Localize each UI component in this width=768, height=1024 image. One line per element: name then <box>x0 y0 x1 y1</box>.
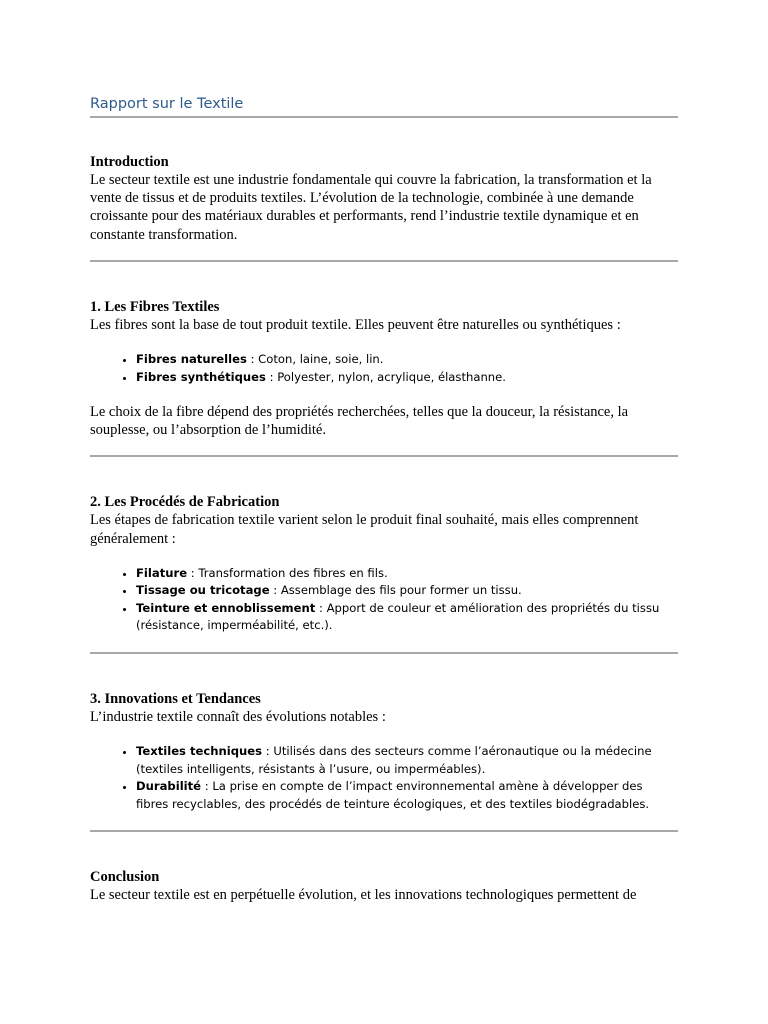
list-item-text: : Apport de couleur et amélioration des propriétés du tissu (résistance, imperméabilité, etc.). <box>136 600 660 633</box>
document-title: Rapport sur le Textile <box>90 96 244 112</box>
section-heading: Introduction <box>90 154 169 170</box>
list-item <box>136 600 678 635</box>
section-paragraph: L’industrie textile connaît des évolutions notables : <box>90 708 386 725</box>
section-heading: 2. Les Procédés de Fabrication <box>90 494 280 511</box>
list-item-text: : Polyester, nylon, acrylique, élasthanne. <box>265 369 506 384</box>
list-item-text: : Coton, laine, soie, lin. <box>246 352 384 367</box>
bullet-list <box>90 565 678 635</box>
section-divider <box>90 455 678 457</box>
section-paragraph: Le secteur textile est une industrie fondamentale qui couvre la fabrication, la transformation et la vente de tissus et de produits textiles. L’évolution de la technologie, combinée à une demande croissante pour des matériaux durables et performants, rend l’industrie textile dynamique et en constante transformation. <box>90 172 652 243</box>
section-conclusion <box>90 868 678 904</box>
document-body <box>90 93 678 904</box>
list-item-text: : Transformation des fibres en fils. <box>187 565 388 580</box>
list-item-text: : Utilisés dans des secteurs comme l’aéronautique ou la médecine (textiles intelligents, résistants à l’usure, ou imperméables). <box>136 744 652 776</box>
list-item-label: Filature <box>136 565 188 580</box>
section-paragraph: Les étapes de fabrication textile varient selon le produit final souhaité, mais elles comprennent généralement : <box>90 512 639 547</box>
section-divider <box>90 260 678 262</box>
list-item <box>136 778 678 813</box>
list-item-label: Teinture et ennoblissement <box>136 600 316 615</box>
list-item <box>136 582 678 600</box>
section-innovations <box>90 690 678 832</box>
section-divider <box>90 830 678 832</box>
list-item <box>136 351 678 369</box>
section-divider <box>90 652 678 654</box>
list-item <box>136 369 678 387</box>
section-heading: 1. Les Fibres Textiles <box>90 298 220 315</box>
list-item <box>136 743 678 778</box>
section-heading: Conclusion <box>90 869 160 886</box>
list-item-label: Fibres naturelles <box>136 352 247 367</box>
section-paragraph: Les fibres sont la base de tout produit textile. Elles peuvent être naturelles ou synthétiques : <box>90 316 621 333</box>
title-divider <box>90 116 678 118</box>
list-item <box>136 565 678 583</box>
section-heading: 3. Innovations et Tendances <box>90 690 261 707</box>
list-item-text: : La prise en compte de l’impact environnemental amène à développer des fibres recyclables, des procédés de teinture écologiques, et des textiles biodégradables. <box>136 779 650 811</box>
section-introduction <box>90 153 678 262</box>
section-procedes <box>90 493 678 653</box>
bullet-list <box>90 351 678 386</box>
list-item-label: Tissage ou tricotage <box>136 583 270 598</box>
list-item-label: Fibres synthétiques <box>136 369 266 384</box>
list-item-text: : Assemblage des fils pour former un tissu. <box>269 583 522 598</box>
section-paragraph: Le choix de la fibre dépend des propriétés recherchées, telles que la douceur, la résistance, la souplesse, ou l’absorption de l’humidité. <box>90 404 629 439</box>
list-item-label: Textiles techniques <box>136 744 263 759</box>
section-paragraph: Le secteur textile est en perpétuelle évolution, et les innovations technologiques permettent de <box>90 887 637 904</box>
list-item-label: Durabilité <box>136 779 202 794</box>
bullet-list <box>90 743 678 813</box>
section-fibres <box>90 298 678 458</box>
